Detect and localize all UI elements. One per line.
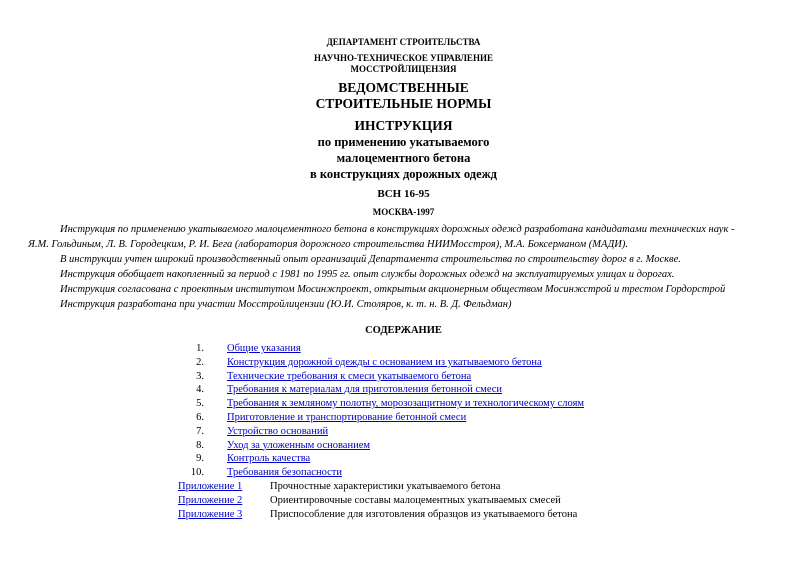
appendix-link-1[interactable]: Приложение 1	[178, 480, 243, 492]
subtitle-line1: по применению укатываемого	[317, 135, 490, 149]
toc-item-number: 7.	[196, 425, 204, 437]
intro-paragraph-3: Инструкция обобщает накопленный за период с 1981 по 1995 гг. опыт службы дорожных одежд на эксплуатируемых улицах и дорогах.	[60, 269, 675, 280]
toc-link-curing[interactable]: Уход за уложенным основанием	[227, 439, 371, 451]
toc-link-pavement-structure[interactable]: Конструкция дорожной одежды с основанием из укатываемого бетона	[227, 356, 542, 368]
appendix-link-3[interactable]: Приложение 3	[178, 508, 243, 520]
toc-item-number: 3.	[196, 370, 204, 382]
toc-link-mix-requirements[interactable]: Технические требования к смеси укатываемого бетона	[227, 370, 472, 382]
intro-paragraph-5: Инструкция разработана при участии Мосстройлицензии (Ю.И. Столяров, к. т. н. В. Д. Фельдман)	[60, 299, 512, 310]
toc-item-number: 6.	[196, 411, 204, 423]
toc-item-number: 5.	[196, 398, 204, 410]
appendix-description: Приспособление для изготовления образцов из укатываемого бетона	[270, 508, 578, 520]
toc-link-safety[interactable]: Требования безопасности	[227, 467, 342, 479]
place-year: МОСКВА-1997	[372, 207, 435, 217]
intro-paragraph-4: Инструкция согласована с проектным институтом Мосинжпроект, открытым акционерным обществом Мосинжстрой и трестом Гордорстрой	[60, 284, 726, 295]
intro-paragraph-1-line1: Инструкция по применению укатываемого малоцементного бетона в конструкциях дорожных одежд разработана кандидатами технических наук -	[60, 224, 735, 235]
toc-link-general[interactable]: Общие указания	[227, 343, 301, 354]
document-code: ВСН 16-95	[377, 188, 430, 200]
intro-paragraph-2: В инструкции учтен широкий производственный опыт организаций Департамента строительства по строительству дорог в г. Москве.	[60, 254, 681, 265]
norms-title-line1: ВЕДОМСТВЕННЫЕ	[338, 80, 469, 95]
toc-item-number: 4.	[196, 384, 204, 396]
intro-block	[28, 222, 780, 312]
norms-title-line2: СТРОИТЕЛЬНЫЕ НОРМЫ	[315, 96, 492, 111]
subtitle-line3: в конструкциях дорожных одежд	[310, 167, 497, 181]
department-heading: ДЕПАРТАМЕНТ СТРОИТЕЛЬСТВА	[326, 37, 481, 47]
toc-link-materials[interactable]: Требования к материалам для приготовления бетонной смеси	[227, 384, 503, 396]
toc-link-base-construction[interactable]: Устройство оснований	[227, 425, 329, 437]
toc-item-number: 2.	[196, 356, 204, 368]
toc-item-number: 8.	[196, 439, 204, 451]
doc-type-title: ИНСТРУКЦИЯ	[354, 118, 453, 133]
toc-item-number: 9.	[196, 453, 204, 465]
toc-link-subgrade[interactable]: Требования к земляному полотну, морозозащитному и технологическому слоям	[227, 398, 585, 410]
toc-title: СОДЕРЖАНИЕ	[365, 325, 442, 336]
appendix-link-2[interactable]: Приложение 2	[178, 494, 243, 506]
toc-item-number: 10.	[190, 467, 204, 479]
intro-paragraph-1-line2: Я.М. Гольдиным, Л. В. Городецким, Р. И. Бега (лаборатория дорожного строительства НИИМосстроя), М.А. Боксерманом (МАДИ).	[28, 239, 628, 250]
directorate-heading-line1: НАУЧНО-ТЕХНИЧЕСКОЕ УПРАВЛЕНИЕ	[314, 53, 493, 63]
appendix-description: Ориентировочные составы малоцементных укатываемых смесей	[270, 494, 561, 506]
toc-item-number: 1.	[196, 343, 204, 354]
toc-link-preparation[interactable]: Приготовление и транспортирование бетонной смеси	[227, 411, 467, 423]
subtitle-line2: малоцементного бетона	[336, 151, 471, 165]
toc-link-quality-control[interactable]: Контроль качества	[227, 453, 311, 465]
directorate-heading-line2: МОССТРОЙЛИЦЕНЗИЯ	[350, 64, 457, 74]
appendix-description: Прочностные характеристики укатываемого бетона	[270, 480, 501, 492]
